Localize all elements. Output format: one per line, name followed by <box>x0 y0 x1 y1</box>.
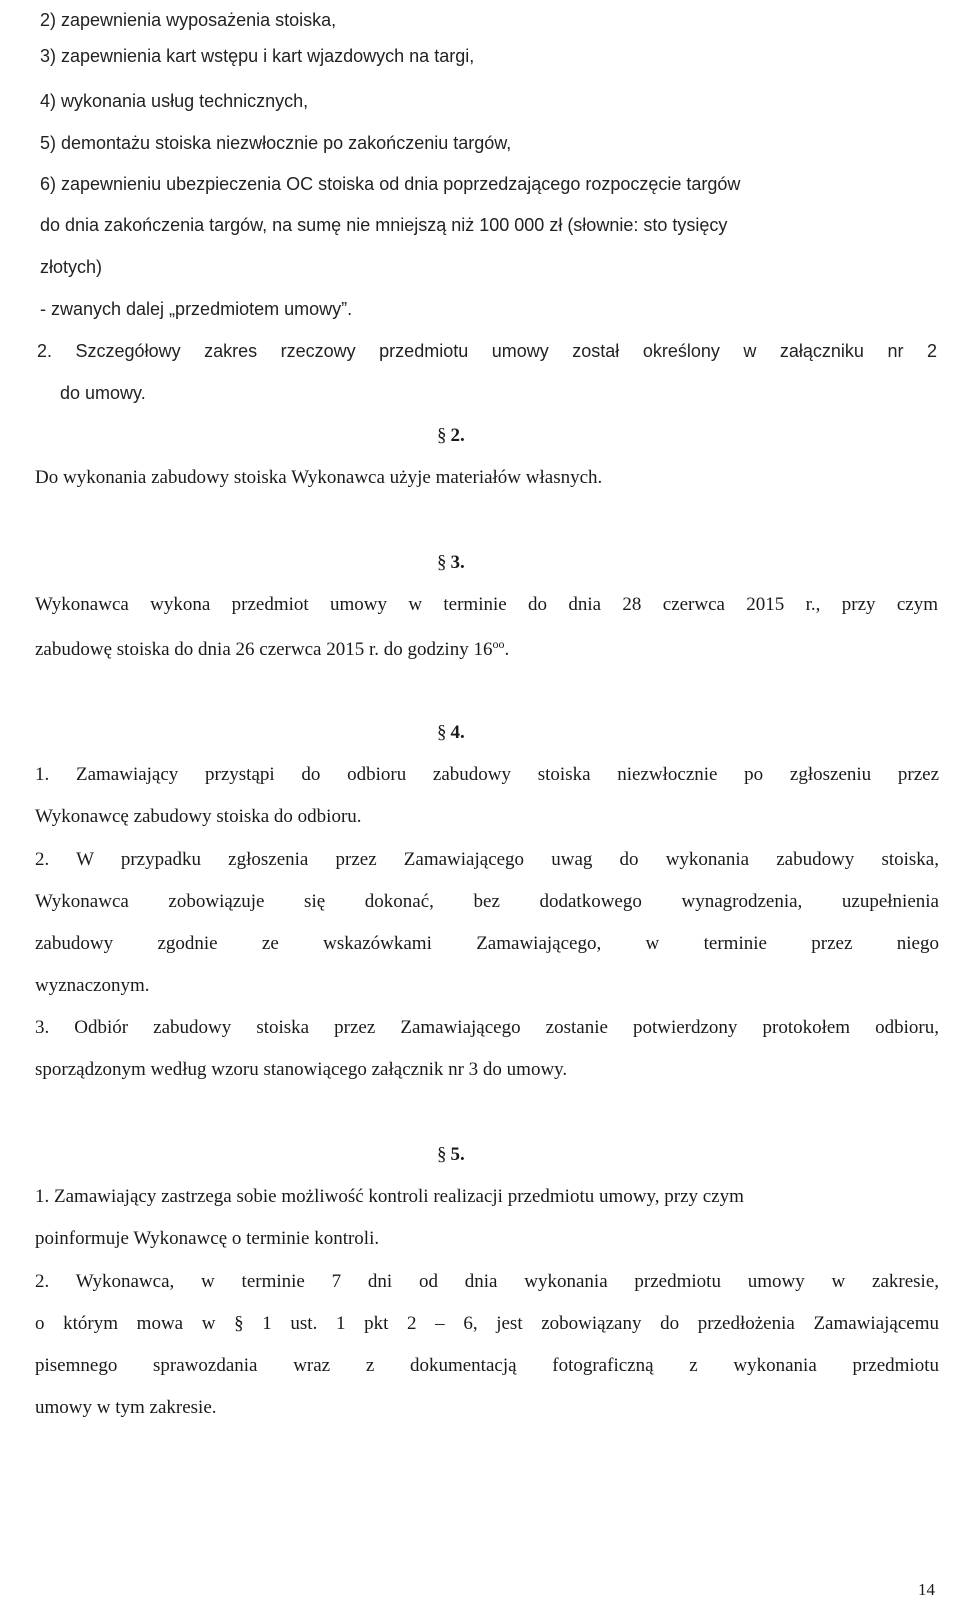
section-4-para1-line1: 1. Zamawiający przystąpi do odbioru zabudowy stoiska niezwłocznie po zgłoszeniu przez <box>35 764 939 785</box>
section-symbol: § <box>437 722 447 743</box>
para-1-2-line1: 2. Szczegółowy zakres rzeczowy przedmiotu umowy został określony w załączniku nr 2 <box>37 341 937 361</box>
section-3-heading <box>437 553 465 572</box>
list-item-6-line1: 6) zapewnieniu ubezpieczenia OC stoiska od dnia poprzedzającego rozpoczęcie targów <box>40 174 741 194</box>
section-5-para2-line1: 2. Wykonawca, w terminie 7 dni od dnia wykonania przedmiotu umowy w zakresie, <box>35 1271 939 1292</box>
section-number: 4. <box>450 722 465 743</box>
section-5-para1-line1: 1. Zamawiający zastrzega sobie możliwość kontroli realizacji przedmiotu umowy, przy czym <box>35 1186 744 1207</box>
section-4-heading <box>437 723 465 742</box>
section-5-heading <box>437 1145 465 1164</box>
section-number: 3. <box>450 552 465 573</box>
hour-superscript: oo <box>492 637 505 651</box>
list-item-3: 3) zapewnienia kart wstępu i kart wjazdowych na targi, <box>40 46 475 66</box>
section-number: 5. <box>450 1144 465 1165</box>
section-4-para1-line2: Wykonawcę zabudowy stoiska do odbioru. <box>35 806 362 827</box>
list-item-4: 4) wykonania usług technicznych, <box>40 91 309 111</box>
section-3-line1: Wykonawca wykona przedmiot umowy w terminie do dnia 28 czerwca 2015 r., przy czym <box>35 594 938 615</box>
page-number: 14 <box>918 1580 935 1599</box>
section-5-para1-line2: poinformuje Wykonawcę o terminie kontroli. <box>35 1228 380 1249</box>
section-4-para2-line1: 2. W przypadku zgłoszenia przez Zamawiającego uwag do wykonania zabudowy stoiska, <box>35 849 939 870</box>
para-1-2-line2: do umowy. <box>60 383 146 403</box>
list-item-6-line2: do dnia zakończenia targów, na sumę nie mniejszą niż 100 000 zł (słownie: sto tysięcy <box>40 215 728 235</box>
section-symbol: § <box>437 1144 447 1165</box>
section-2-heading <box>437 426 465 445</box>
section-4-para3-line1: 3. Odbiór zabudowy stoiska przez Zamawiającego zostanie potwierdzony protokołem odbioru, <box>35 1017 939 1038</box>
section-3-line2 <box>35 638 509 659</box>
list-item-6-line3: złotych) <box>40 257 103 277</box>
section-5-para2-line2: o którym mowa w § 1 ust. 1 pkt 2 – 6, jest zobowiązany do przedłożenia Zamawiającemu <box>35 1313 939 1334</box>
section-symbol: § <box>437 425 447 446</box>
section-3-line2-text: zabudowę stoiska do dnia 26 czerwca 2015 r. do godziny 16 <box>35 639 493 660</box>
section-5-para2-line3: pisemnego sprawozdania wraz z dokumentacją fotograficzną z wykonania przedmiotu <box>35 1355 939 1376</box>
section-4-para3-line2: sporządzonym według wzoru stanowiącego załącznik nr 3 do umowy. <box>35 1059 568 1080</box>
subject-definition: - zwanych dalej „przedmiotem umowy”. <box>40 299 353 319</box>
list-item-5: 5) demontażu stoiska niezwłocznie po zakończeniu targów, <box>40 133 512 153</box>
section-5-para2-line4: umowy w tym zakresie. <box>35 1397 217 1418</box>
list-item-2: 2) zapewnienia wyposażenia stoiska, <box>40 10 337 30</box>
section-3-line2-end: . <box>504 639 510 660</box>
section-4-para2-line3: zabudowy zgodnie ze wskazówkami Zamawiającego, w terminie przez niego <box>35 933 939 954</box>
section-4-para2-line2: Wykonawca zobowiązuje się dokonać, bez dodatkowego wynagrodzenia, uzupełnienia <box>35 891 939 912</box>
section-symbol: § <box>437 552 447 573</box>
section-2-text: Do wykonania zabudowy stoiska Wykonawca użyje materiałów własnych. <box>35 467 603 488</box>
section-number: 2. <box>450 425 465 446</box>
section-4-para2-line4: wyznaczonym. <box>35 975 150 996</box>
